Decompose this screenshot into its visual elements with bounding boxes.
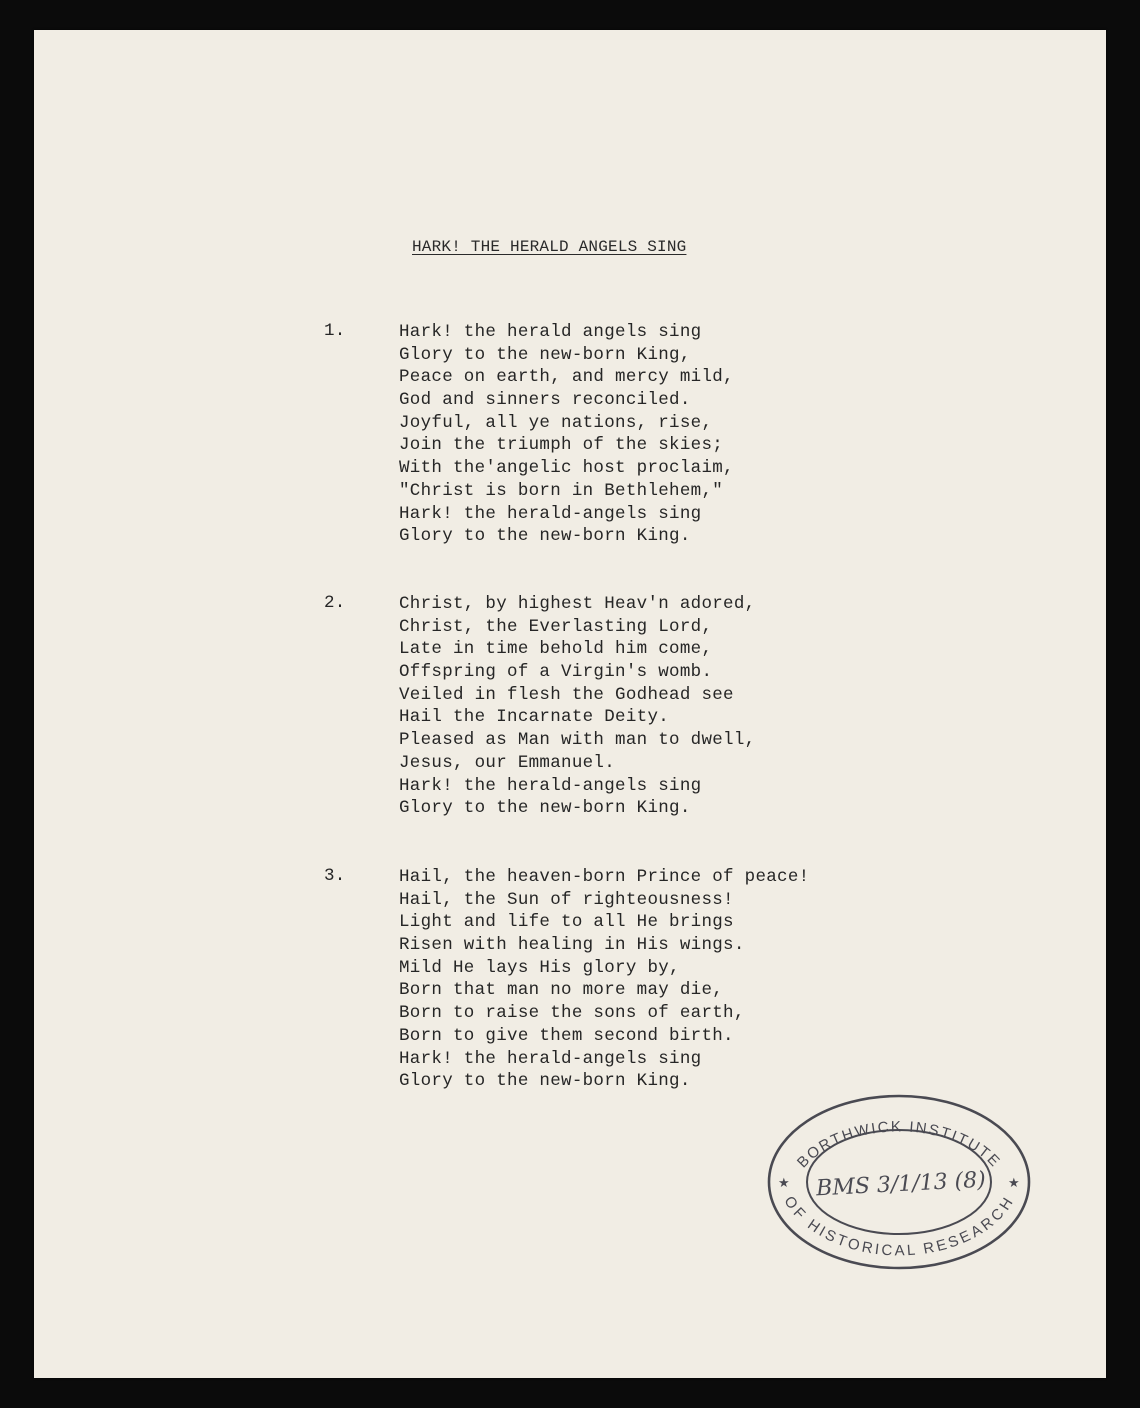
- verse-line: Risen with healing in His wings.: [399, 935, 745, 956]
- verse-line: Offspring of a Virgin's womb.: [399, 662, 713, 683]
- stamp-bottom-text: OF HISTORICAL RESEARCH: [780, 1193, 1018, 1260]
- document-page: [34, 30, 1106, 1378]
- stamp-reference: BMS 3/1/13 (8): [815, 1167, 987, 1202]
- verse-number: 1.: [324, 321, 346, 341]
- verse-line: Glory to the new-born King,: [399, 344, 691, 365]
- verse-line: Born to raise the sons of earth,: [399, 1003, 745, 1024]
- verse-line: Veiled in flesh the Godhead see: [399, 684, 734, 705]
- verse-line: Joyful, all ye nations, rise,: [399, 412, 713, 433]
- stamp-top-text: BORTHWICK INSTITUTE: [793, 1118, 1005, 1172]
- star-icon: ★: [778, 1176, 790, 1191]
- verse-line: Hail the Incarnate Deity.: [399, 707, 670, 728]
- verse-line: Glory to the new-born King.: [399, 526, 691, 547]
- verse-line: Mild He lays His glory by,: [399, 957, 680, 978]
- verse-line: Hark! the herald-angels sing: [399, 503, 702, 524]
- verse-line: Born that man no more may die,: [399, 980, 724, 1001]
- verse-line: Light and life to all He brings: [399, 912, 734, 933]
- verse-line: "Christ is born in Bethlehem,": [399, 480, 724, 501]
- verse-line: Hail, the heaven-born Prince of peace!: [399, 867, 810, 887]
- verse-lines: [399, 593, 755, 820]
- verse-line: Join the triumph of the skies;: [399, 435, 724, 456]
- verse-line: Peace on earth, and mercy mild,: [399, 367, 734, 388]
- verse-line: Glory to the new-born King.: [399, 798, 691, 819]
- star-icon: ★: [1008, 1176, 1020, 1191]
- verse-line: Jesus, our Emmanuel.: [399, 752, 616, 773]
- verse-number: 3.: [324, 866, 346, 886]
- verse-line: Hark! the herald-angels sing: [399, 1048, 702, 1069]
- verse-line: With the'angelic host proclaim,: [399, 458, 734, 479]
- verse-line: Hark! the herald angels sing: [399, 322, 702, 342]
- verse-line: Christ, the Everlasting Lord,: [399, 616, 713, 637]
- verse-line: Christ, by highest Heav'n adored,: [399, 594, 756, 614]
- verse-lines: [399, 866, 809, 1093]
- verse-line: Hark! the herald-angels sing: [399, 775, 702, 796]
- verse-number: 2.: [324, 593, 346, 613]
- verse-line: God and sinners reconciled.: [399, 390, 691, 411]
- verse-line: Born to give them second birth.: [399, 1025, 734, 1046]
- verse-line: Pleased as Man with man to dwell,: [399, 730, 756, 751]
- verse-lines: [399, 321, 734, 548]
- verse-line: Hail, the Sun of righteousness!: [399, 889, 734, 910]
- verse-line: Glory to the new-born King.: [399, 1071, 691, 1092]
- archive-stamp: [764, 1090, 1034, 1270]
- hymn-title: HARK! THE HERALD ANGELS SING: [412, 238, 687, 256]
- verse-line: Late in time behold him come,: [399, 639, 713, 660]
